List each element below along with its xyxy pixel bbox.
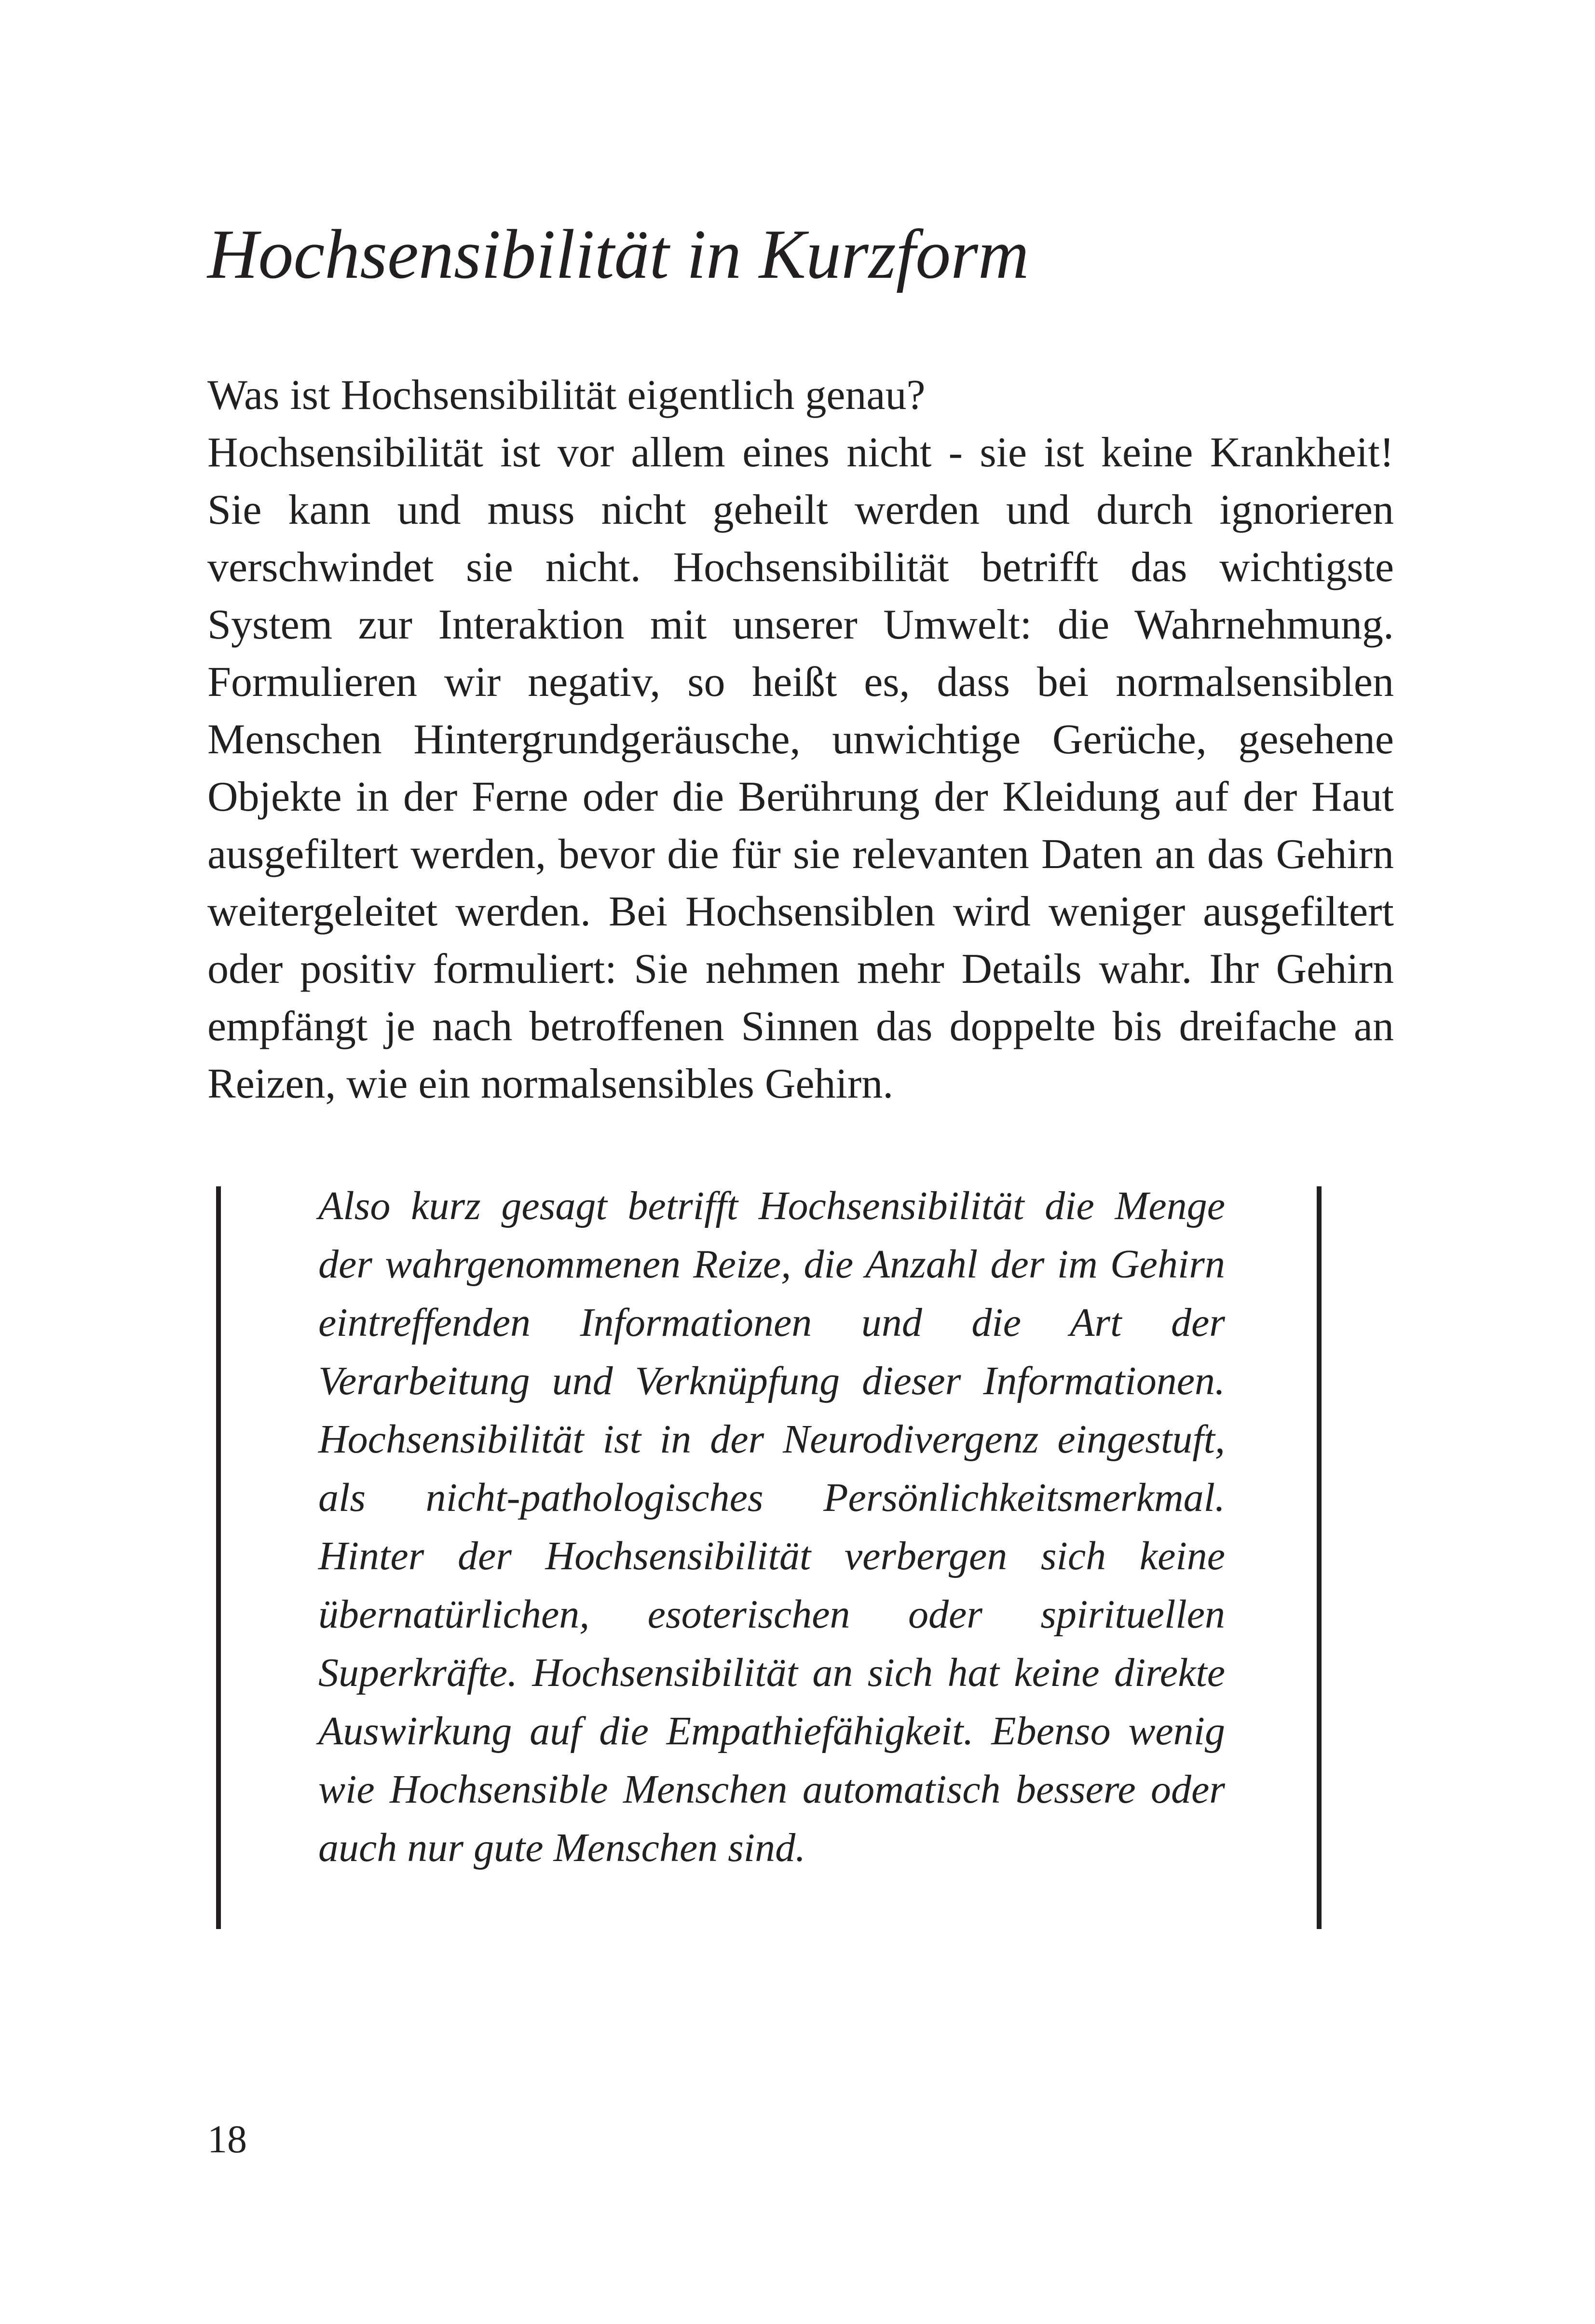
quote-bar-left [216,1186,221,1929]
quote-bar-right [1317,1186,1322,1929]
page-number: 18 [207,2117,247,2161]
page-title: Hochsensibilität in Kurzform [207,215,1029,293]
body-paragraph: Hochsensibilität ist vor allem eines nicht - sie ist keine Krankheit! Sie kann und muss nicht geheilt werden und durch ignorieren verschwindet sie nicht. Hochsensibilität betrifft das wichtigste System zur Interaktion mit unserer Umwelt: die Wahrnehmung. Formulieren wir negativ, so heißt es, dass bei normalsensiblen Menschen Hintergrundgeräusche, unwichtige Gerüche, gesehene Objekte in der Ferne oder die Berührung der Kleidung auf der Haut ausgefiltert werden, bevor die für sie relevanten Daten an das Gehirn weitergeleitet werden. Bei Hochsensiblen wird weniger ausgefiltert oder positiv formuliert: Sie nehmen mehr Details wahr. Ihr Gehirn empfängt je nach betroffenen Sinnen das doppelte bis dreifache an Reizen, wie ein normalsensibles Gehirn. [207,429,1394,1107]
intro-question: Was ist Hochsensibilität eigentlich genau? [207,372,926,419]
quote-text: Also kurz gesagt betrifft Hochsensibilität die Menge der wahrgenommenen Reize, die Anzahl der im Gehirn eintreffenden Informationen und die Art der Verarbeitung und Verknüpfung dieser Informationen. Hochsensibilität ist in der Neurodivergenz eingestuft, als nicht-pathologisches Persönlichkeitsmerkmal. Hinter der Hochsensibilität verbergen sich keine übernatürlichen, esoterischen oder spirituellen Superkräfte. Hochsensibilität an sich hat keine direkte Auswirkung auf die Empathiefähigkeit. Ebenso wenig wie Hochsensible Menschen automatisch bessere oder auch nur gute Menschen sind. [318,1183,1225,1870]
body-text [207,367,1394,1113]
